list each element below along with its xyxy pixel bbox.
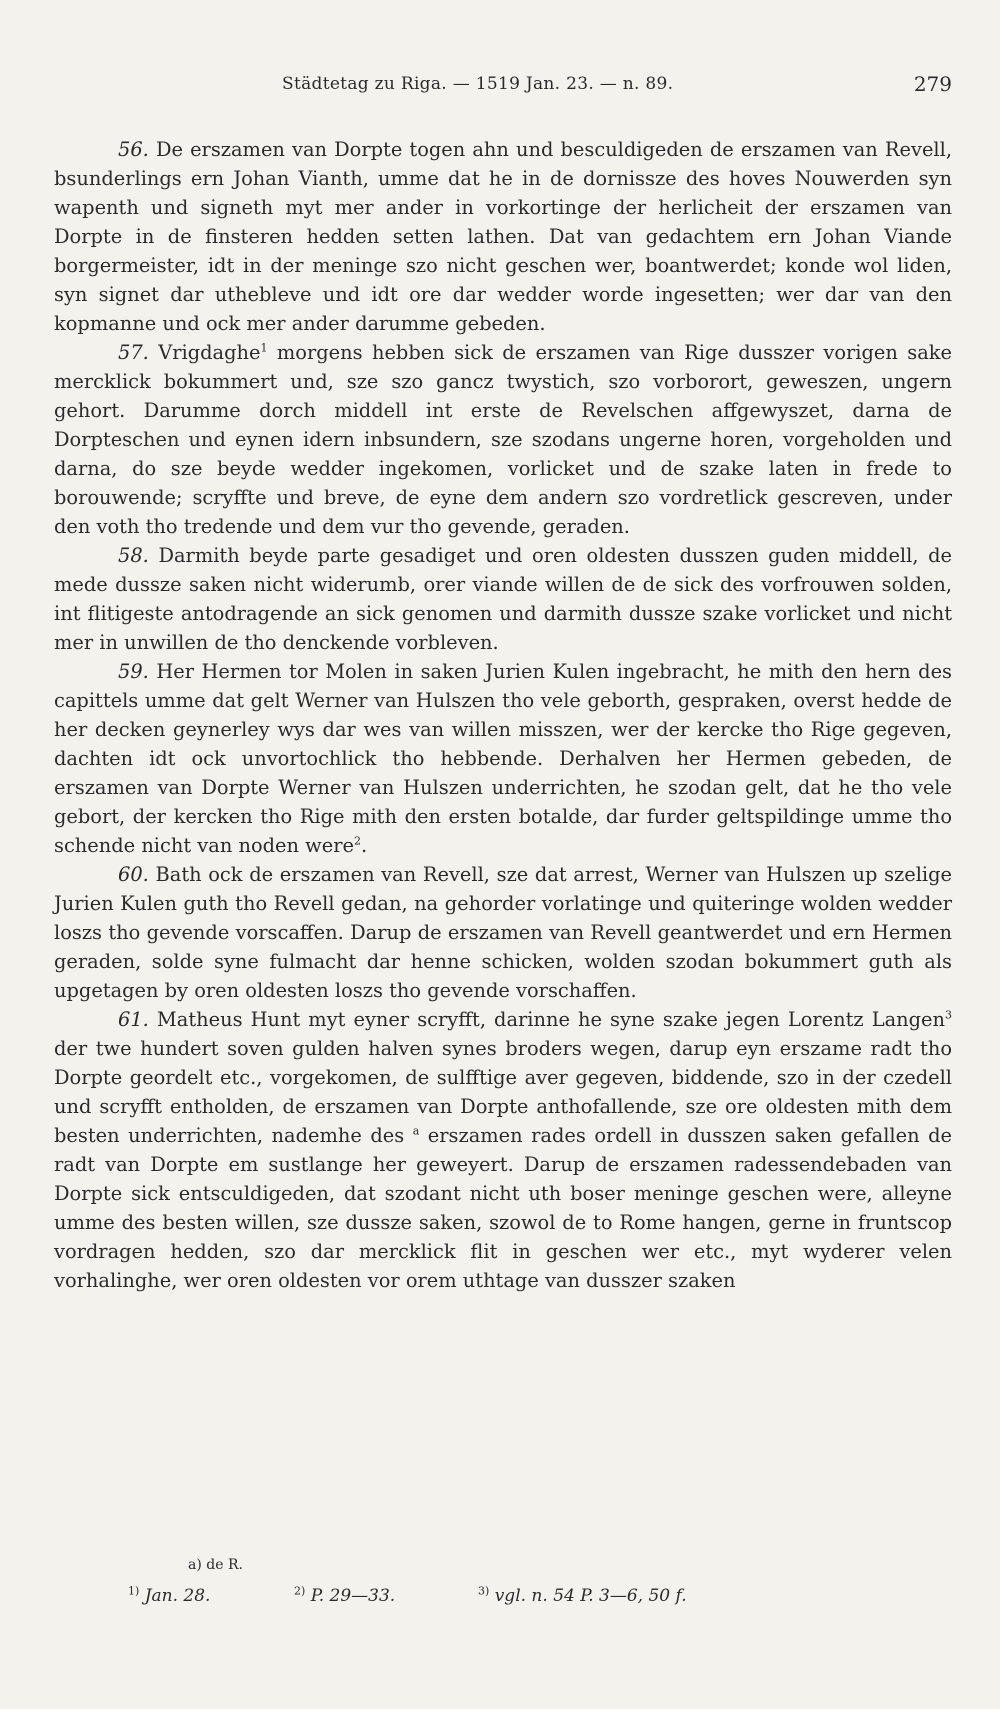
- footnote-mark: 2): [294, 1584, 306, 1598]
- body-text: [54, 135, 952, 1295]
- paragraph-number: 56.: [118, 138, 149, 161]
- paragraph-number: 57.: [118, 341, 149, 364]
- footnote-marker: 2: [354, 834, 361, 848]
- paragraph-text: Matheus Hunt myt eyner scryfft, darinne he syne szake jegen Lorentz Langen: [156, 1008, 945, 1031]
- paragraph-text: erszamen rades ordell in dusszen saken gefallen de radt van Dorpte em sustlange her geweyert. Darup de erszamen radessendebaden van Dorpte sick entsculdigeden, dat szodant nicht uth boser meninge geschen were, alleyne umme des besten willen, sze dussze saken, szowol de to Rome hangen, gerne in fruntscop vordragen hedden, szo dar mercklick flit in geschen wer etc., myt wyderer velen vorhalinghe, wer oren oldesten vor orem uthtage van dusszer szaken: [54, 1124, 952, 1292]
- footnote-row: [0, 1586, 1000, 1610]
- paragraph-text: .: [361, 834, 368, 857]
- running-head: [0, 72, 1000, 102]
- footnote-2: [294, 1586, 395, 1606]
- footnote-1: [128, 1586, 210, 1606]
- footnote-3: [478, 1586, 687, 1606]
- paragraph-text: der twe hundert soven gulden halven synes broders wegen, darup eyn erszame radt tho Dorpte geordelt etc., vorgekomen, de sulfftige aver gegeven, biddende, szo in der czedell und scryfft entholden, de erszamen van Dorpte anthofallende, sze ore oldesten mith dem besten underrichten, nademhe des: [54, 1037, 952, 1147]
- footnote-marker: 1: [260, 341, 268, 355]
- paragraph-57: [54, 338, 952, 541]
- paragraph-text: morgens hebben sick de erszamen van Rige dusszer vorigen sake mercklick bokummert und, sze szo gancz twystich, szo vorborort, geweszen, ungern gehort. Darumme dorch middell int erste de Revelschen affgewyszet, darna de Dorpteschen und eynen idern inbsundern, sze szodans ungerne horen, vorgeholden und darna, do sze beyde wedder ingekomen, vorlicket und de szake laten in frede to borouwende; scryffte und breve, de eyne dem andern szo vordretlick gescreven, under den voth tho tredende und dem vur tho gevende, geraden.: [54, 341, 953, 538]
- footnote-marker: a: [412, 1124, 420, 1138]
- paragraph-58: [54, 541, 952, 657]
- paragraph-text: Her Hermen tor Molen in saken Jurien Kulen ingebracht, he mith den hern des capittels umme dat gelt Werner van Hulszen tho vele geborth, gespraken, overst hedde de her decken geynerley wys dar wes van willen misszen, wer der kercke tho Rige gegeven, dachten idt ock unvortochlick tho hebbende. Derhalven her Hermen gebeden, de erszamen van Dorpte Werner van Hulszen underrichten, he szodan gelt, dat he tho vele gebort, der kercken tho Rige mith den ersten botalde, dar furder geltspildinge umme tho schende nicht van noden were: [54, 660, 953, 857]
- running-title: Städtetag zu Riga. — 1519 Jan. 23. — n. 89.: [282, 74, 674, 94]
- paragraph-text: Vrigdaghe: [158, 341, 261, 364]
- paragraph-56: [54, 135, 952, 338]
- footnote-mark: 3): [478, 1584, 490, 1598]
- footnote-letter-a: a) de R.: [188, 1557, 243, 1573]
- paragraph-number: 61.: [118, 1008, 149, 1031]
- paragraph-60: [54, 860, 952, 1005]
- footnote-text: P. 29—33.: [310, 1586, 396, 1606]
- paragraph-text: Darmith beyde parte gesadiget und oren oldesten dusszen guden middell, de mede dussze saken nicht widerumb, orer viande willen de de sick des vorfrouwen solden, int flitigeste antodragende an sick genomen und darmith dussze szake vorlicket und nicht mer in unwillen de tho denckende vorbleven.: [54, 544, 952, 654]
- paragraph-number: 59.: [118, 660, 149, 683]
- footnote-text: vgl. n. 54 P. 3—6, 50 f.: [494, 1586, 687, 1606]
- paragraph-number: 60.: [118, 863, 149, 886]
- paragraph-61: [54, 1005, 952, 1295]
- footnote-marker: 3: [945, 1008, 952, 1022]
- paragraph-59: [54, 657, 952, 860]
- paragraph-number: 58.: [118, 544, 149, 567]
- footnote-text: Jan. 28.: [144, 1586, 211, 1606]
- page-number: 279: [913, 72, 952, 96]
- paragraph-text: Bath ock de erszamen van Revell, sze dat arrest, Werner van Hulszen up szelige Jurien Kulen guth tho Revell gedan, na gehorder vorlatinge und quiteringe wolden wedder loszs tho gevende vorscaffen. Darup de erszamen van Revell geantwerdet und ern Hermen geraden, solde syne fulmacht dar henne schicken, wolden szodan bokummert guth als upgetagen by oren oldesten loszs tho gevende vorschaffen.: [54, 863, 953, 1002]
- paragraph-text: De erszamen van Dorpte togen ahn und besculdigeden de erszamen van Revell, bsunderlings ern Johan Vianth, umme dat he in de dornissze des hoves Nouwerden syn wapenth und signeth myt mer ander in vorkortinge der herlicheit der erszamen van Dorpte in de finsteren hedden setten lathen. Dat van gedachtem ern Johan Viande borgermeister, idt in der meninge szo nicht geschen wer, boantwerdet; konde wol liden, syn signet dar uthebleve und idt ore dar wedder worde ingesetten; wer dar van den kopmanne und ock mer ander darumme gebeden.: [54, 138, 952, 335]
- footnote-mark: 1): [128, 1584, 140, 1598]
